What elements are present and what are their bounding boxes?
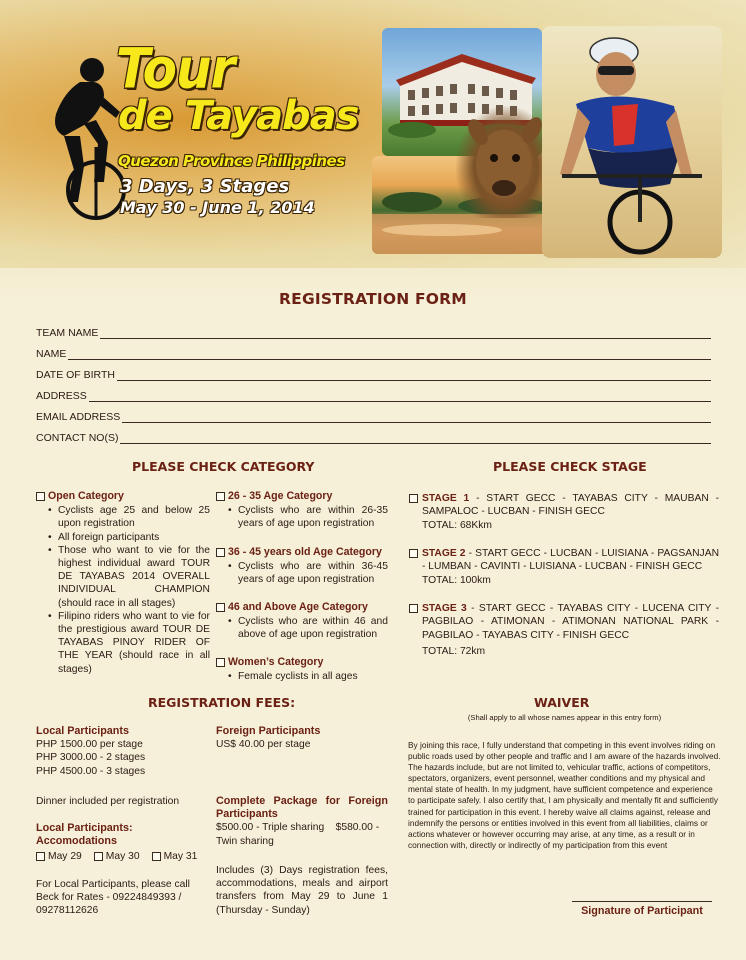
age-46-above-checkbox[interactable]: [216, 603, 225, 612]
womens-category: [216, 656, 388, 683]
email-label: EMAIL ADDRESS: [36, 411, 121, 423]
local-contact-note: For Local Participants, please call Beck for Rates - 09224849393 / 09278112626: [36, 879, 190, 917]
package-prices: $500.00 - Triple sharing $580.00 - Twin sharing: [216, 822, 382, 847]
list-item: • All foreign participants: [48, 531, 210, 544]
stage-1-checkbox[interactable]: [409, 494, 418, 503]
package-includes: Includes (3) Days registration fees, accommodations, meals and airport transfers from May 29 to June 1 (Thursday - Sunday): [216, 865, 388, 916]
age-36-45-list: [228, 560, 388, 586]
age-36-45-checkbox[interactable]: [216, 548, 225, 557]
womens-checkbox[interactable]: [216, 658, 225, 667]
team-name-label: TEAM NAME: [36, 327, 99, 339]
local-fees-title: Local Participants: [36, 725, 130, 737]
date-of-birth-label: DATE OF BIRTH: [36, 369, 115, 381]
name-label: NAME: [36, 348, 67, 360]
team-name-field[interactable]: [36, 323, 711, 339]
may-31-option[interactable]: [152, 850, 198, 863]
local-fee-line: PHP 1500.00 per stage: [36, 739, 143, 751]
fees-heading: REGISTRATION FEES:: [148, 695, 296, 710]
local-fee-line: PHP 4500.00 - 3 stages: [36, 765, 146, 777]
logo-days: 3 Days, 3 Stages: [120, 176, 290, 197]
list-item: • Cyclists who are within 26-35 years of age upon registration: [228, 504, 388, 530]
stage-1: [409, 492, 719, 532]
stage-2-route: - START GECC - LUCBAN - LUISIANA - PAGSANJAN - LUMBAN - CAVINTI - LUISIANA - LUCBAN - FINISH GECC: [422, 548, 720, 573]
foreign-fees: [216, 725, 388, 751]
email-field[interactable]: [36, 407, 711, 423]
stage-2: [409, 547, 719, 587]
package-title: Complete Package for Foreign Participants: [216, 795, 388, 821]
age-26-35-list: [228, 504, 388, 530]
stage-1-row[interactable]: [409, 492, 719, 519]
email-line[interactable]: [122, 411, 711, 423]
foreign-package: [216, 795, 388, 848]
stage-3-checkbox[interactable]: [409, 604, 418, 613]
address-field[interactable]: [36, 386, 711, 402]
date-of-birth-line[interactable]: [117, 369, 711, 381]
address-line[interactable]: [89, 390, 711, 402]
list-item: • Female cyclists in all ages: [228, 670, 388, 683]
may-30-option[interactable]: [94, 850, 140, 863]
open-category-title: Open Category: [48, 490, 124, 502]
photo-collage: [372, 26, 722, 258]
stage-2-total: TOTAL: 100km: [422, 574, 491, 586]
womens-head[interactable]: [216, 656, 388, 669]
age-26-35-checkbox[interactable]: [216, 492, 225, 501]
logo-dates: May 30 - June 1, 2014: [120, 198, 315, 217]
age-26-35-title: 26 - 35 Age Category: [228, 490, 333, 502]
team-name-line[interactable]: [100, 327, 711, 339]
may-31-checkbox[interactable]: [152, 852, 161, 861]
may-31-label: May 31: [163, 851, 198, 862]
age-46-above-head[interactable]: [216, 601, 388, 614]
stage-heading: PLEASE CHECK STAGE: [493, 459, 647, 474]
local-fees: [36, 725, 212, 778]
deer-photo: [456, 106, 556, 218]
list-item: • Cyclists who are within 46 and above of age upon registration: [228, 615, 388, 641]
local-fee-line: PHP 3000.00 - 2 stages: [36, 752, 146, 764]
open-category-list: [48, 504, 210, 676]
accommodation-days: [36, 850, 236, 863]
stage-1-total: TOTAL: 68Kkm: [422, 519, 493, 531]
waiver-heading: WAIVER: [534, 695, 590, 710]
stage-2-checkbox[interactable]: [409, 549, 418, 558]
age-36-45-title: 36 - 45 years old Age Category: [228, 546, 382, 558]
stage-3-route: - START GECC - TAYABAS CITY - LUCENA CITY - PAGBILAO - ATIMONAN - ATIMONAN NATIONAL PARK - PAGBILAO - TAYABAS CITY - FINISH GECC: [422, 603, 719, 641]
stage-2-name: STAGE 2: [422, 548, 466, 559]
contact-field[interactable]: [36, 428, 711, 444]
list-item: • Cyclists who are within 36-45 years of age upon registration: [228, 560, 388, 586]
local-accom-title: Local Participants: Accomodations: [36, 822, 133, 848]
womens-list: [228, 670, 388, 683]
foreign-fees-title: Foreign Participants: [216, 725, 321, 737]
logo-subtitle: Quezon Province Philippines: [118, 152, 345, 170]
logo-title-line2: de Tayabas: [118, 93, 359, 139]
waiver-note: (Shall apply to all whose names appear in this entry form): [467, 713, 662, 722]
contact-label: CONTACT NO(S): [36, 432, 119, 444]
age-36-45-head[interactable]: [216, 546, 388, 559]
stage-2-text: [422, 547, 719, 574]
list-item: • Filipino riders who want to vie for the prestigious award TOUR DE TAYABAS PINOY RIDER OF THE YEAR (should race in all stages): [48, 610, 210, 676]
may-30-checkbox[interactable]: [94, 852, 103, 861]
name-field[interactable]: [36, 344, 711, 360]
may-29-option[interactable]: [36, 850, 82, 863]
list-item: • Those who want to vie for the highest individual award TOUR DE TAYABAS 2014 OVERALL INDIVIDUAL CHAMPION (should race in all stages): [48, 544, 210, 610]
signature-label: Signature of Participant: [581, 905, 703, 917]
womens-title: Women’s Category: [228, 656, 324, 668]
category-heading: PLEASE CHECK CATEGORY: [132, 459, 315, 474]
age-26-35-head[interactable]: [216, 490, 388, 503]
may-29-label: May 29: [48, 851, 82, 862]
stage-1-name: STAGE 1: [422, 493, 470, 504]
header-banner: [0, 0, 746, 268]
cyclist-rider-photo: [542, 26, 722, 258]
event-logo-title: [116, 37, 359, 139]
waiver-text: By joining this race, I fully understand that competing in this event involves riding on public roads used by other people and traffic and I am aware of the hazards involved. The hazards include, but are not limited to, vehicular traffic, actions of competitors, spectators, organizers, event personnel, weather conditions and my physical and mental state of health. In my judgment, have sufficient competence and experience to participate safely. I also certify that, I am physically and mentally fit and sufficiently trained for participation in this event. I hereby waive all claims against, release and indemnify the persons or entities involved in this event from all liabilities, claims or actions whatever or however occurring may arise, at any time, as a result or in connection with, directly or indirectly of my participation from this event: [408, 740, 721, 850]
age-36-45-category: [216, 546, 388, 587]
stage-1-text: [422, 492, 719, 519]
may-30-label: May 30: [105, 851, 140, 862]
stage-3-total: TOTAL: 72km: [422, 645, 486, 657]
stage-3-name: STAGE 3: [422, 603, 467, 614]
age-46-above-category: [216, 601, 388, 642]
open-category-head[interactable]: [36, 490, 210, 503]
foreign-fee-line: US$ 40.00 per stage: [216, 739, 311, 751]
stage-3: [409, 602, 719, 658]
local-accommodations: [36, 822, 186, 848]
stage-2-row[interactable]: [409, 547, 719, 574]
age-46-above-title: 46 and Above Age Category: [228, 601, 368, 613]
age-26-35-category: [216, 490, 388, 531]
name-line[interactable]: [68, 348, 711, 360]
list-item: • Cyclists age 25 and below 25 upon registration: [48, 504, 210, 530]
stage-3-row[interactable]: [409, 602, 719, 642]
dinner-note: Dinner included per registration: [36, 796, 180, 807]
open-category: [36, 490, 210, 676]
signature-line[interactable]: [572, 901, 712, 902]
age-46-above-list: [228, 615, 388, 641]
date-of-birth-field[interactable]: [36, 365, 711, 381]
contact-line[interactable]: [120, 432, 711, 444]
may-29-checkbox[interactable]: [36, 852, 45, 861]
form-title: REGISTRATION FORM: [279, 290, 467, 308]
stage-3-text: [422, 602, 719, 642]
logo-title-line1: Tour: [116, 37, 235, 101]
address-label: ADDRESS: [36, 390, 87, 402]
open-category-checkbox[interactable]: [36, 492, 45, 501]
stage-1-route: - START GECC - TAYABAS CITY - MAUBAN - SAMPALOC - LUCBAN - FINISH GECC: [422, 493, 719, 518]
